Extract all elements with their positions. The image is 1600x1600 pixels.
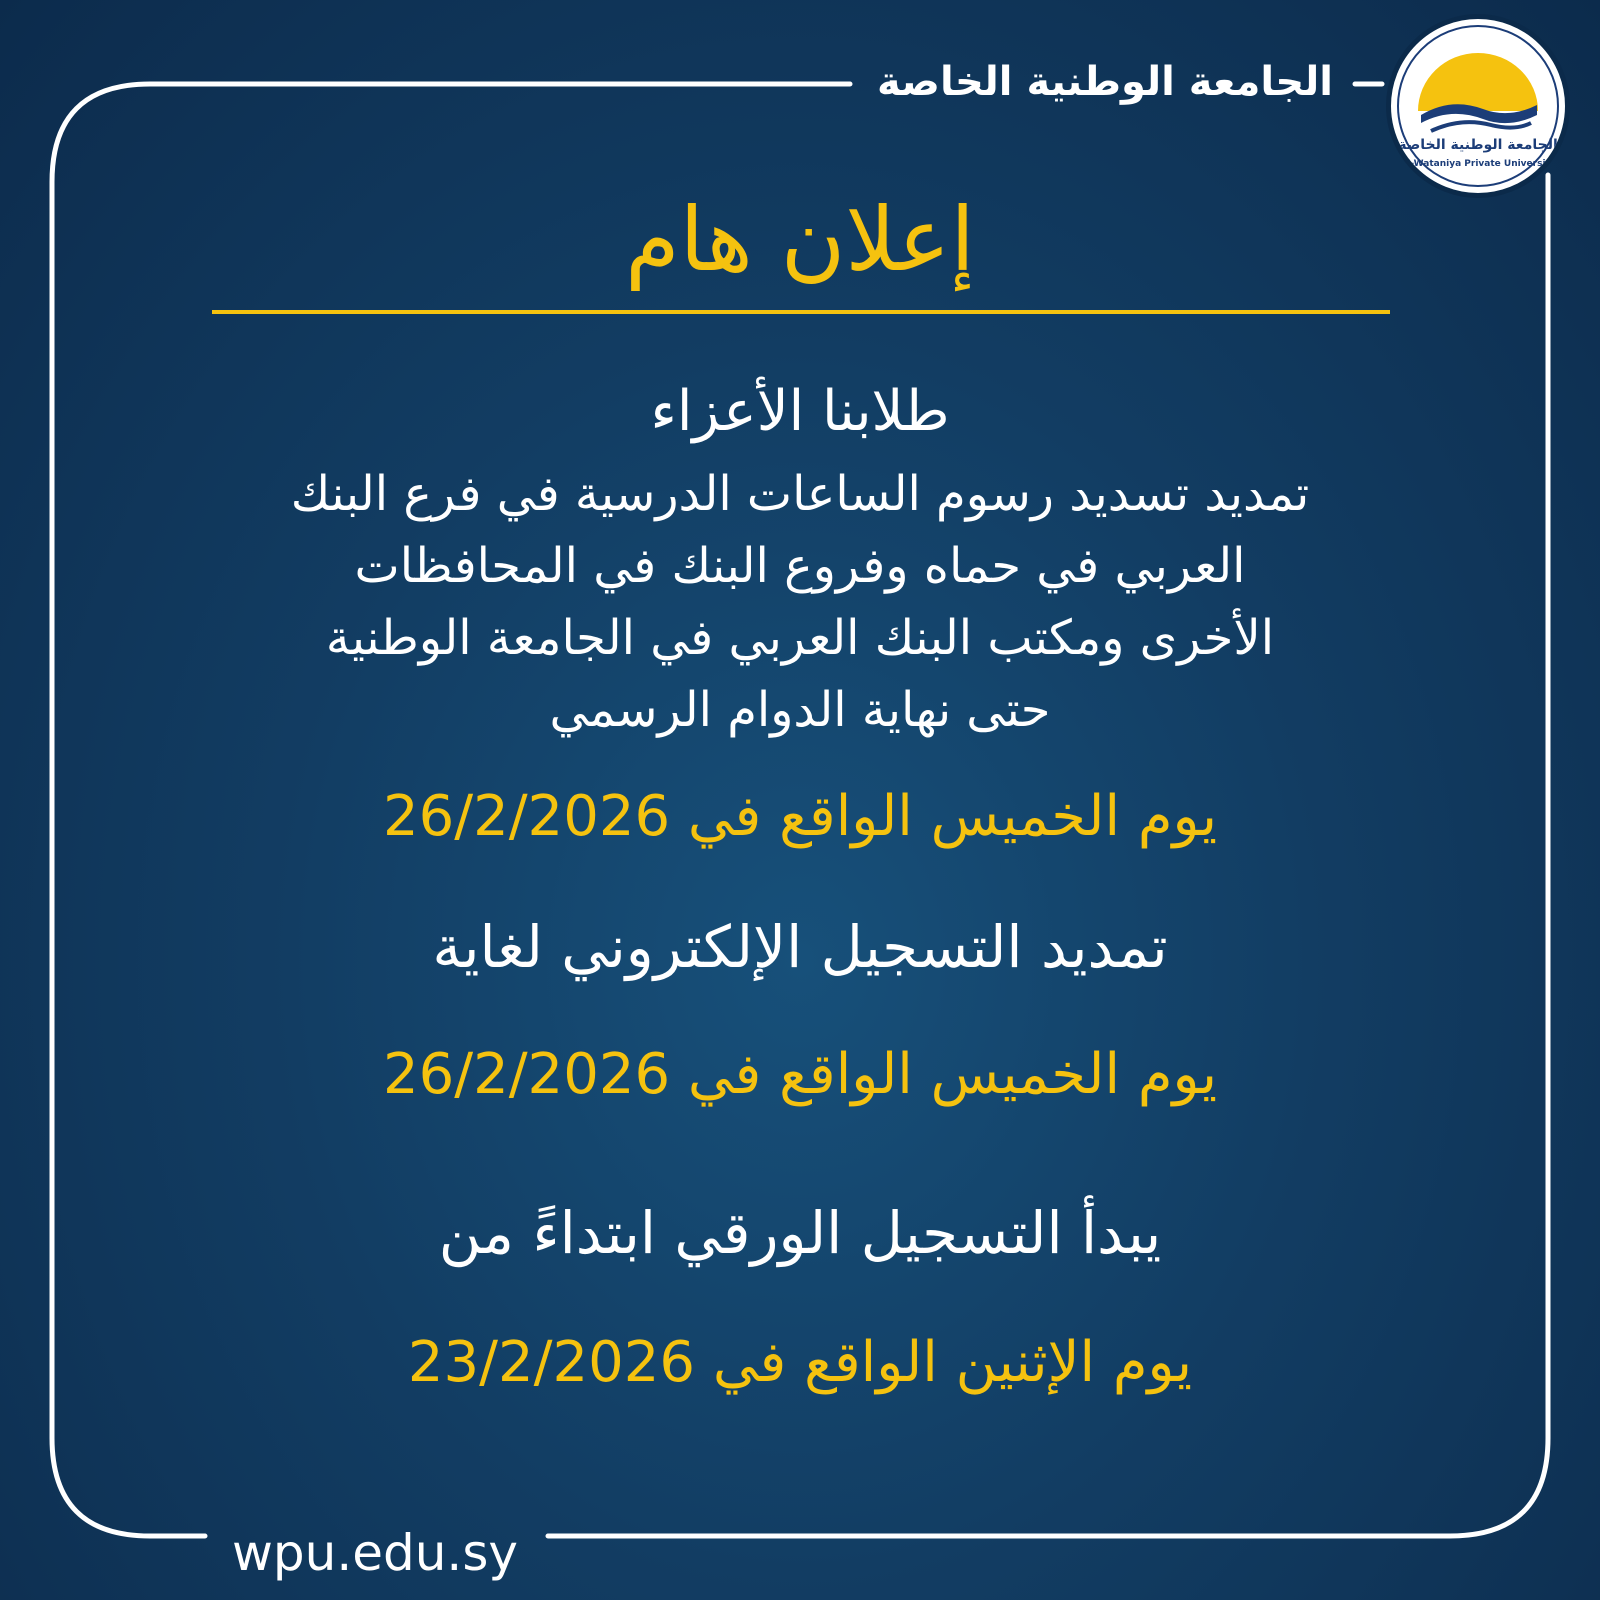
greeting: طلابنا الأعزاء <box>650 379 950 444</box>
logo-name-en: Al-Wataniya Private University <box>1400 159 1556 169</box>
logo-name-ar: الجامعة الوطنية الخاصة <box>1398 137 1558 153</box>
electronic-registration-text: تمديد التسجيل الإلكتروني لغاية <box>432 913 1168 981</box>
body-line-4: حتى نهاية الدوام الرسمي <box>549 682 1051 738</box>
body-line-2: العربي في حماه وفروع البنك في المحافظات <box>354 538 1246 594</box>
announcement-title: إعلان هام <box>625 188 975 291</box>
university-name: الجامعة الوطنية الخاصة <box>877 59 1333 105</box>
university-logo <box>1386 14 1570 198</box>
body-line-3: الأخرى ومكتب البنك العربي في الجامعة الوطنية <box>325 610 1275 666</box>
date-electronic-registration: يوم الخميس الواقع في 26/2/2026 <box>382 1042 1218 1107</box>
date-paper-registration: يوم الإثنين الواقع في 23/2/2026 <box>407 1330 1193 1395</box>
website-link[interactable]: wpu.edu.sy <box>232 1524 518 1582</box>
sun-icon <box>1418 53 1538 111</box>
date-fee-deadline: يوم الخميس الواقع في 26/2/2026 <box>382 784 1218 849</box>
body-line-1: تمديد تسديد رسوم الساعات الدرسية في فرع البنك <box>290 466 1310 522</box>
paper-registration-text: يبدأ التسجيل الورقي ابتداءً من <box>438 1199 1162 1267</box>
